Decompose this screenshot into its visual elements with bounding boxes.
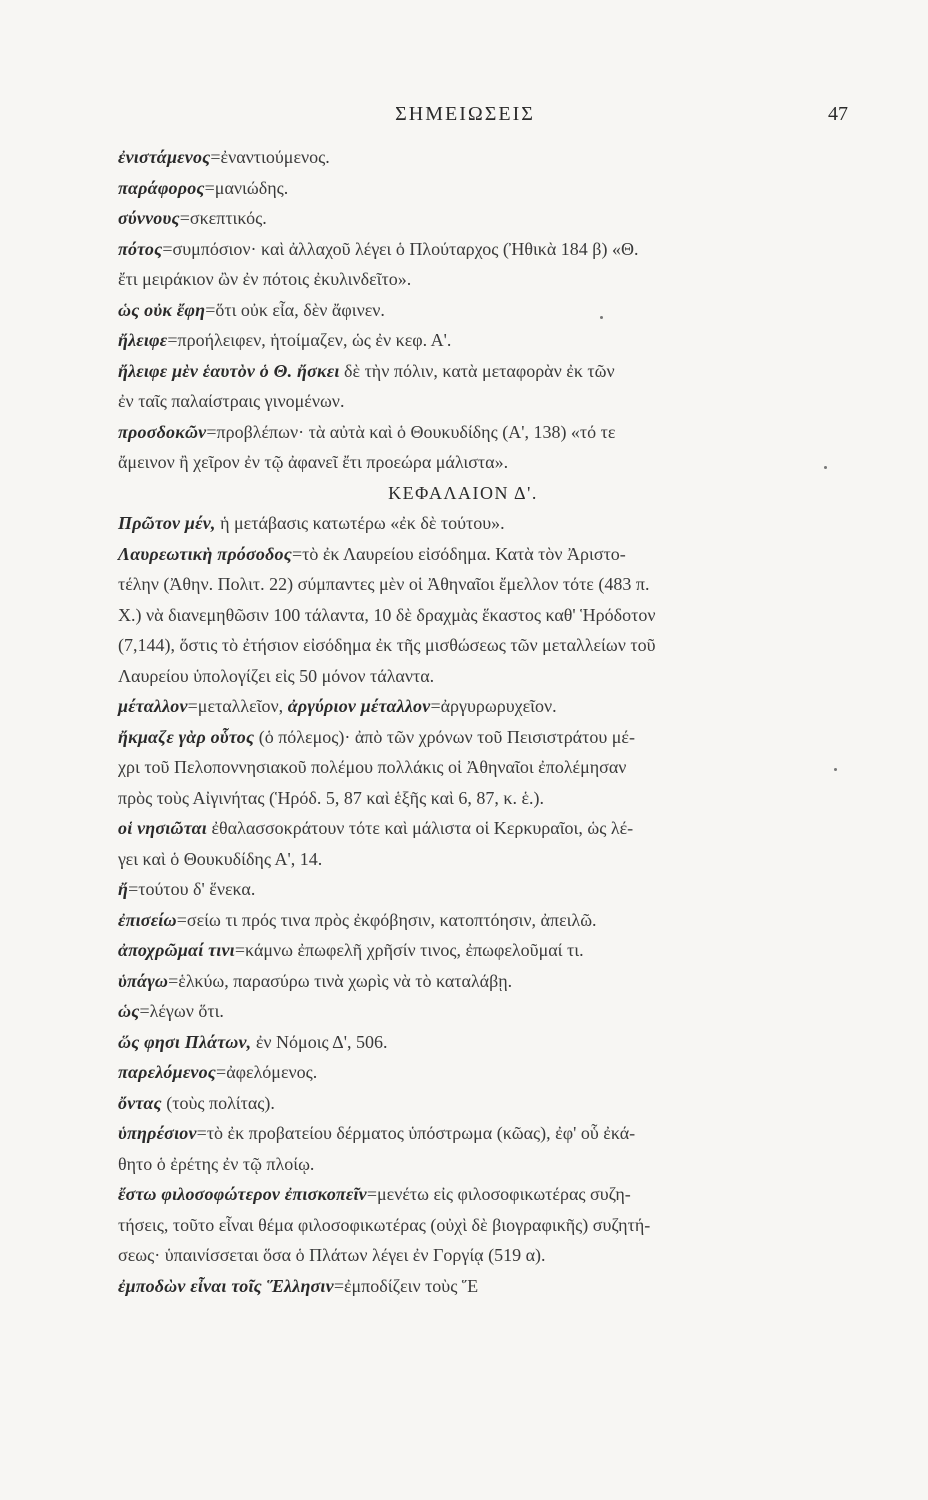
note-line <box>118 661 768 692</box>
note-definition: (ὁ πόλεμος)· ἀπὸ τῶν χρόνων τοῦ Πεισιστράτου μέ- <box>254 726 635 747</box>
note-definition: ἡ μετάβασις κατωτέρω «ἐκ δὲ τούτου». <box>215 513 505 533</box>
note-line <box>118 905 768 936</box>
note-line <box>118 996 768 1027</box>
note-line <box>118 1240 768 1271</box>
note-definition: γει καὶ ὁ Θουκυδίδης Α', 14. <box>118 848 323 869</box>
note-term: προσδοκῶν <box>118 421 207 442</box>
note-definition: =ἀργυρωρυχεῖον. <box>430 696 557 716</box>
note-line <box>118 722 768 753</box>
note-definition: =ἑλκύω, παρασύρω τινὰ χωρὶς νὰ τὸ καταλάβῃ. <box>168 970 513 991</box>
note-line <box>118 752 768 783</box>
note-definition: =τὸ ἐκ προβατείου δέρματος ὑπόστρωμα (κῶας), ἐφ' οὗ ἐκά- <box>196 1123 636 1143</box>
note-definition: =σείω τι πρός τινα πρὸς ἐκφόβησιν, κατοπτόησιν, ἀπειλῶ. <box>176 909 597 930</box>
note-definition: =ἀφελόμενος. <box>216 1062 318 1082</box>
note-term: ἐπισείω <box>118 909 177 930</box>
note-line <box>118 142 768 173</box>
note-term: σύννους <box>118 208 180 228</box>
note-term: ὑπηρέσιον <box>118 1123 197 1143</box>
note-term: ἤλειφε μὲν ἑαυτὸν ὁ Θ. ἤσκει <box>118 360 340 381</box>
note-definition: =ἐμποδίζειν τοὺς Ἕ <box>333 1275 479 1296</box>
note-line <box>118 844 768 875</box>
note-definition: χρι τοῦ Πελοποννησιακοῦ πολέμου πολλάκις οἱ Ἀθηναῖοι ἐπολέμησαν <box>118 757 627 777</box>
note-line <box>118 447 768 478</box>
note-term: ἤ <box>118 879 129 899</box>
note-line <box>118 264 768 295</box>
note-term: παράφορος <box>118 177 205 198</box>
note-definition: ἔτι μειράκιον ὢν ἐν πότοις ἐκυλινδεῖτο». <box>118 269 412 289</box>
note-definition: ἄμεινον ἢ χεῖρον ἐν τῷ ἀφανεῖ ἔτι προεώρα μάλιστα». <box>118 452 509 472</box>
note-definition: θητο ὁ ἐρέτης ἐν τῷ πλοίῳ. <box>118 1153 315 1174</box>
note-definition: δὲ τὴν πόλιν, κατὰ μεταφορὰν ἐκ τῶν <box>339 360 615 381</box>
note-line <box>118 417 768 448</box>
note-line <box>118 874 768 905</box>
note-definition: =λέγων ὅτι. <box>139 1001 224 1021</box>
note-line <box>118 295 768 326</box>
note-term: Πρῶτον μέν, <box>118 513 216 533</box>
note-term: μέταλλον <box>118 696 188 716</box>
note-term: ὄντας <box>118 1092 162 1113</box>
note-line <box>118 234 768 265</box>
note-definition: ἐν Νόμοις Δ', 506. <box>251 1031 388 1052</box>
note-line <box>118 203 768 234</box>
note-definition: Χ.) νὰ διανεμηθῶσιν 100 τάλαντα, 10 δὲ δραχμὰς ἕκαστος καθ' Ἡρόδοτον <box>118 604 656 625</box>
page-number: 47 <box>828 103 848 125</box>
note-definition: πρὸς τοὺς Αἰγινήτας (Ἡρόδ. 5, 87 καὶ ἑξῆς καὶ 6, 87, κ. ἑ.). <box>118 787 545 808</box>
note-term: ἀποχρῶμαί τινι <box>118 940 235 960</box>
note-term: πότος <box>118 238 163 259</box>
note-term: παρελόμενος <box>118 1062 217 1082</box>
print-speck <box>834 768 837 771</box>
note-line <box>118 569 768 600</box>
note-line <box>118 508 768 539</box>
note-definition: σεως· ὑπαινίσσεται ὅσα ὁ Πλάτων λέγει ἐν Γοργίᾳ (519 α). <box>118 1245 546 1265</box>
note-line <box>118 1271 768 1302</box>
note-term: ὡς οὐκ ἔφη <box>118 299 206 320</box>
note-line <box>118 600 768 631</box>
note-line <box>118 630 768 661</box>
note-term: ἤκμαζε γὰρ οὗτος <box>118 726 255 747</box>
note-definition: τήσεις, τοῦτο εἶναι θέμα φιλοσοφικωτέρας (οὐχὶ δὲ βιογραφικῆς) συζητή- <box>118 1214 651 1235</box>
note-definition: =ὅτι οὐκ εἶα, δὲν ἄφινεν. <box>205 299 385 320</box>
note-definition: ἐθαλασσοκράτουν τότε καὶ μάλιστα οἱ Κερκυραῖοι, ὡς λέ- <box>206 818 634 838</box>
note-line <box>118 539 768 570</box>
chapter-heading: ΚΕΦΑΛΑΙΟΝ Δ'. <box>388 482 538 503</box>
note-definition: =μεταλλεῖον, <box>187 696 288 716</box>
note-term: ἤλειφε <box>118 330 168 350</box>
note-line <box>118 783 768 814</box>
note-line <box>118 1057 768 1088</box>
note-line <box>118 1118 768 1149</box>
note-line <box>118 691 768 722</box>
note-line <box>118 356 768 387</box>
note-line <box>118 966 768 997</box>
note-term: ἐμποδὼν εἶναι τοῖς Ἕλλησιν <box>118 1275 334 1296</box>
running-title: ΣΗΜΕΙΩΣΕΙΣ <box>395 103 535 125</box>
note-definition: Λαυρείου ὑπολογίζει εἰς 50 μόνον τάλαντα. <box>118 665 435 686</box>
print-speck <box>600 316 603 319</box>
note-line <box>118 173 768 204</box>
note-line <box>118 386 768 417</box>
note-definition: =σκεπτικός. <box>179 208 267 228</box>
note-line <box>118 935 768 966</box>
note-line <box>118 1088 768 1119</box>
note-term: ἀργύριον μέταλλον <box>287 696 431 716</box>
note-line <box>118 1149 768 1180</box>
note-definition: =μενέτω εἰς φιλοσοφικωτέρας συζη- <box>366 1184 631 1204</box>
note-line <box>118 325 768 356</box>
note-term: ἔστω φιλοσοφώτερον ἐπισκοπεῖν <box>118 1184 367 1204</box>
notes-body <box>118 142 768 1301</box>
note-term: ὡς <box>118 1001 140 1021</box>
note-line <box>118 813 768 844</box>
note-term: οἱ νησιῶται <box>118 818 207 838</box>
note-line <box>118 1179 768 1210</box>
note-term: Λαυρεωτικὴ πρόσοδος <box>118 543 292 564</box>
note-definition: =τὸ ἐκ Λαυρείου εἰσόδημα. Κατὰ τὸν Ἀριστο- <box>291 543 626 564</box>
note-definition: =μανιώδης. <box>204 177 289 198</box>
note-definition: ἐν ταῖς παλαίστραις γινομένων. <box>118 391 345 411</box>
note-definition: =προβλέπων· τὰ αὐτὰ καὶ ὁ Θουκυδίδης (Α', 138) «τό τε <box>206 421 616 442</box>
note-line <box>118 1027 768 1058</box>
note-definition: =τούτου δ' ἕνεκα. <box>128 879 256 899</box>
note-term: ὥς φησι Πλάτων, <box>118 1031 252 1052</box>
note-term: ὑπάγω <box>118 970 169 991</box>
note-definition: =ἐναντιούμενος. <box>210 147 330 167</box>
note-line <box>118 1210 768 1241</box>
note-definition: (τοὺς πολίτας). <box>161 1092 275 1113</box>
note-term: ἐνιστάμενος <box>118 147 211 167</box>
page-header <box>0 95 928 135</box>
note-definition: =συμπόσιον· καὶ ἀλλαχοῦ λέγει ὁ Πλούταρχος (Ἠθικὰ 184 β) «Θ. <box>162 238 639 259</box>
note-definition: =προήλειφεν, ἡτοίμαζεν, ὡς ἐν κεφ. Α'. <box>167 330 452 350</box>
note-definition: τέλην (Ἀθην. Πολιτ. 22) σύμπαντες μὲν οἱ Ἀθηναῖοι ἔμελλον τότε (483 π. <box>118 574 650 594</box>
note-definition: (7,144), ὅστις τὸ ἐτήσιον εἰσόδημα ἐκ τῆς μισθώσεως τῶν μεταλλείων τοῦ <box>118 635 656 655</box>
print-speck <box>824 466 827 469</box>
note-definition: =κάμνω ἐπωφελῆ χρῆσίν τινος, ἐπωφελοῦμαί τι. <box>234 940 584 960</box>
